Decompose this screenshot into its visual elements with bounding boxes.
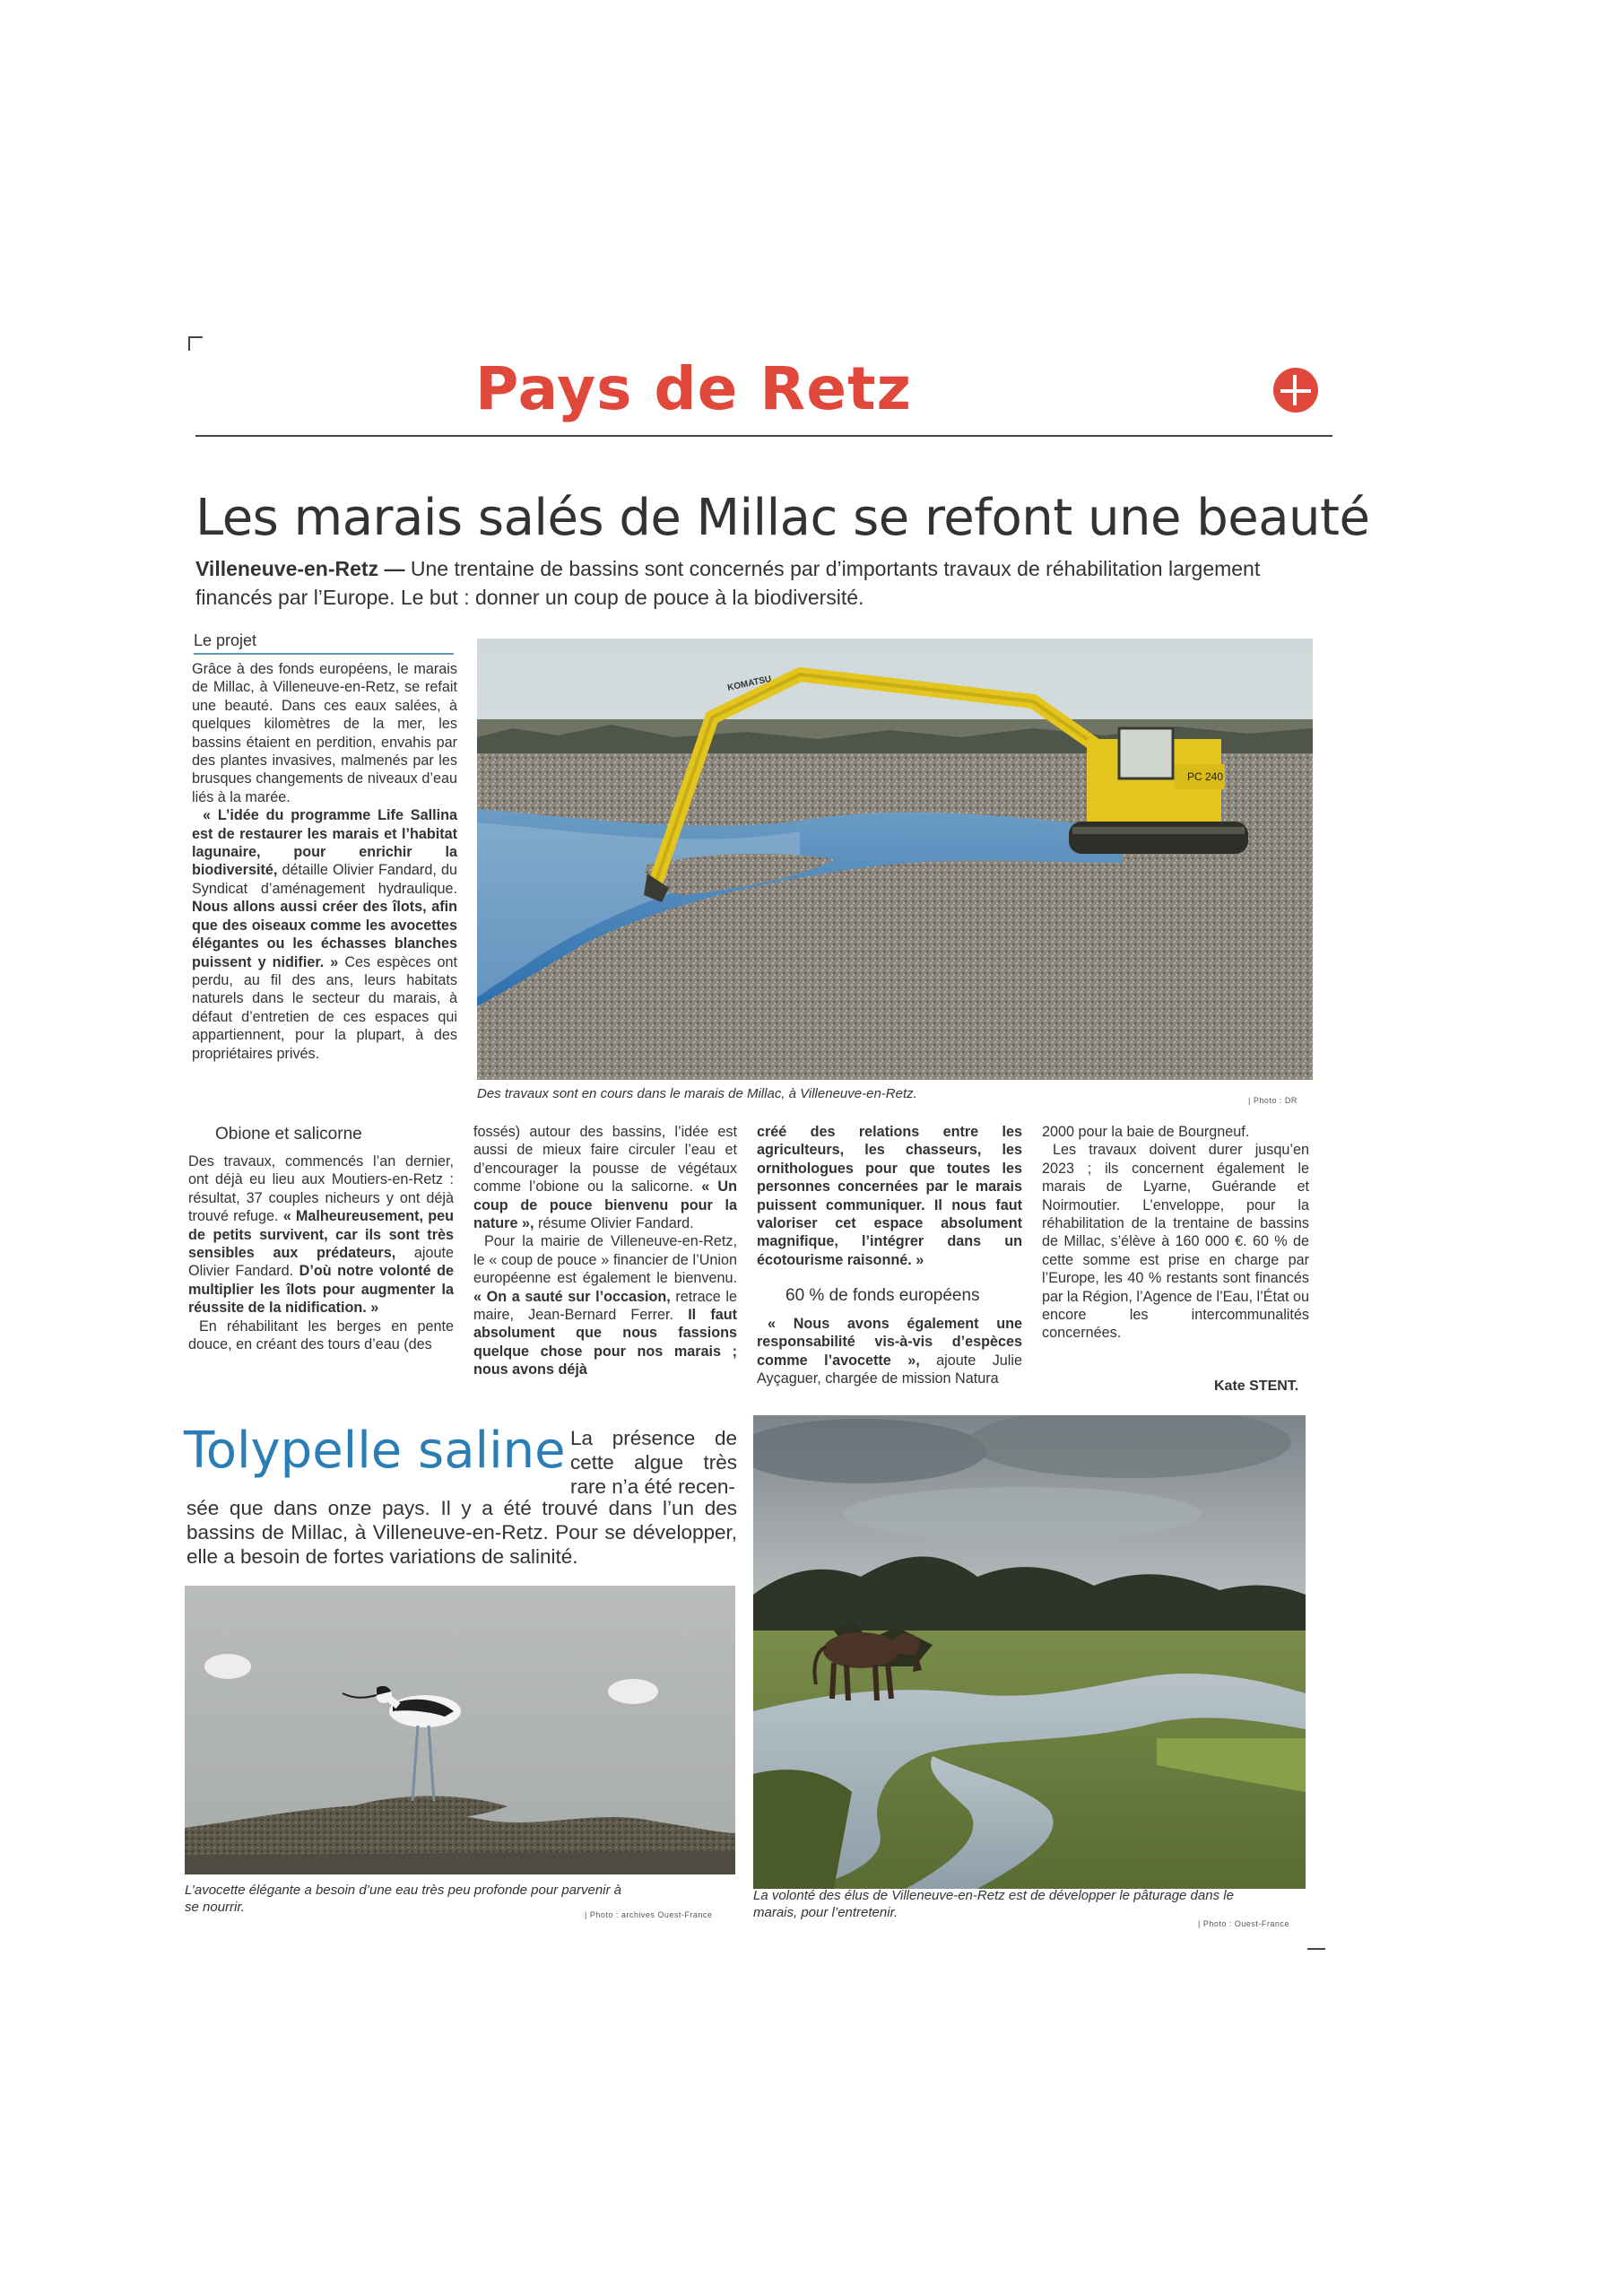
photo-horse xyxy=(753,1415,1306,1889)
quote: D’où notre volonté de multiplier les îlots pour augmenter la réussite de la nidification. » xyxy=(188,1263,454,1317)
crop-mark xyxy=(188,336,203,351)
paragraph xyxy=(188,1152,454,1318)
text: résume Olivier Fandard. xyxy=(534,1215,694,1232)
text: ajoute Olivier Fandard. xyxy=(188,1245,454,1280)
paragraph xyxy=(757,1315,1022,1388)
quote: « Nous avons également une responsabilité vis-à-vis d’espèces comme l’avocette », xyxy=(757,1316,1022,1369)
text: Ces espèces ont perdu, au fil des ans, leurs habitats naturels dans le secteur du marais, à défaut d’entretien de ces espaces qui appartiennent, pour la plupart, à des propriétaires privés. xyxy=(192,953,458,1062)
avocet-image xyxy=(185,1586,735,1874)
paragraph xyxy=(192,806,457,1063)
quote: Il faut absolument que nous fassions quelque chose pour nos marais ; nous avons déjà xyxy=(473,1307,738,1378)
column-3-lower xyxy=(757,1315,1022,1388)
article-lead xyxy=(195,554,1316,612)
byline: Kate STENT. xyxy=(1214,1378,1299,1394)
photo-avocet xyxy=(185,1586,735,1874)
photo-excavator xyxy=(477,639,1313,1080)
text: retrace le maire, Jean-Bernard Ferrer. xyxy=(473,1288,737,1324)
article-headline: Les marais salés de Millac se refont une beauté xyxy=(195,489,1370,547)
column-4 xyxy=(1042,1123,1309,1343)
kicker: Le projet xyxy=(194,631,257,649)
quote: créé des relations entre les agriculteurs, les chasseurs, les ornithologues pour que toutes les personnes concernées par le marais puissent communiquer. Il nous faut valoriser cet espace absolument magnifique, l’intégrer dans un écotourisme raisonné. » xyxy=(757,1124,1022,1268)
lead-text: Une trentaine de bassins sont concernés par d’importants travaux de réhabilitation largement financés par l’Europe. Le but : donner un coup de pouce à la biodiversité. xyxy=(195,557,1261,609)
column-1-lower xyxy=(188,1152,454,1353)
paragraph: Les travaux doivent durer jusqu’en 2023 ; ils concernent également le marais de Lyarne, Guérande et Noirmoutier. L’enveloppe, pour la réhabilitation de la trentaine de bassins de Millac, s’élève à 160 000 €. 60 % de cette somme est prise en charge par l’Europe, les 40 % restants sont financés par la Région, l’Agence de l’Eau, l’État ou encore les intercommunalités concernées. xyxy=(1042,1142,1309,1342)
header-rule xyxy=(195,435,1332,437)
excavator-brand: KOMATSU xyxy=(726,674,773,693)
excavator-model: PC 240 xyxy=(1187,770,1224,783)
photo3-caption: La volonté des élus de Villeneuve-en-Retz est de développer le pâturage dans le marais, pour l’entretenir. xyxy=(753,1888,1234,1920)
text: Pour la mairie de Villeneuve-en-Retz, le « coup de pouce » financier de l’Union européenne est également le bienvenu. xyxy=(473,1233,737,1287)
intertitle-obione: Obione et salicorne xyxy=(215,1125,362,1144)
paragraph: 2000 pour la baie de Bourgneuf. xyxy=(1042,1124,1250,1140)
text: détaille Olivier Fandard, du Syndicat d’aménagement hydraulique. xyxy=(192,862,457,897)
lead-place: Villeneuve-en-Retz — xyxy=(195,557,411,580)
sidebar-text-right: La présence de cette algue très rare n’a été recen- xyxy=(570,1427,737,1498)
photo1-credit: | Photo : DR xyxy=(1248,1096,1298,1105)
horse-image xyxy=(753,1415,1306,1889)
text: Des travaux, commencés l’an dernier, ont déjà eu lieu aux Moutiers-en-Retz : résultat, 37 couples nicheurs y ont déjà trouvé refuge. xyxy=(188,1153,454,1225)
paragraph xyxy=(757,1123,1022,1269)
quote: « L’idée du programme Life Sallina est de restaurer les marais et l’habitat lagunaire, pour enrichir la biodiversité, xyxy=(192,807,457,879)
intertitle-fonds: 60 % de fonds européens xyxy=(785,1286,980,1305)
crop-mark xyxy=(1307,1948,1325,1950)
text: ajoute Julie Ayçaguer, chargée de mission Natura xyxy=(757,1352,1022,1387)
column-1-upper xyxy=(192,660,457,1063)
quote: Nous allons aussi créer des îlots, afin que des oiseaux comme les avocettes élégantes ou les échasses blanches puissent y nidifier. » xyxy=(192,899,457,970)
excavator-image xyxy=(477,639,1313,1080)
ouest-france-logo-icon xyxy=(1273,368,1318,413)
quote: « Un coup de pouce bienvenu pour la nature », xyxy=(473,1178,737,1232)
photo2-credit: | Photo : archives Ouest-France xyxy=(585,1910,713,1919)
quote: « On a sauté sur l’occasion, xyxy=(473,1288,671,1305)
photo3-credit: | Photo : Ouest-France xyxy=(1198,1919,1289,1928)
column-3 xyxy=(757,1123,1022,1269)
photo1-caption: Des travaux sont en cours dans le marais de Millac, à Villeneuve-en-Retz. xyxy=(477,1086,917,1101)
paragraph: En réhabilitant les berges en pente douce, en créant des tours d’eau (des xyxy=(188,1318,454,1353)
photo2-caption: L’avocette élégante a besoin d’une eau très peu profonde pour parvenir à se nourrir. xyxy=(185,1883,622,1915)
paragraph: Grâce à des fonds européens, le marais de Millac, à Villeneuve-en-Retz, se refait une beauté. Dans ces eaux salées, à quelques kilomètres de la mer, les bassins étaient en perdition, envahis par des plantes invasives, malmenés par les brusques changements de niveaux d’eau liés à la marée. xyxy=(192,661,457,805)
sidebar-title: Tolypelle saline xyxy=(184,1422,566,1480)
quote: « Malheureusement, peu de petits survivent, car ils sont très sensibles aux prédateurs, xyxy=(188,1208,454,1262)
paragraph xyxy=(473,1232,737,1378)
section-title: Pays de Retz xyxy=(475,354,912,423)
kicker-rule xyxy=(194,653,454,655)
column-2 xyxy=(473,1123,737,1379)
sidebar-text: sée que dans onze pays. Il y a été trouvé dans l’un des bassins de Millac, à Villeneuve-en-Retz. Pour se développer, elle a besoin de fortes variations de salinité. xyxy=(187,1497,737,1568)
text: fossés) autour des bassins, l’idée est aussi de mieux faire circuler l’eau et d’encourager la pousse de végétaux comme l’obione ou la salicorne. xyxy=(473,1124,737,1196)
paragraph xyxy=(473,1123,737,1232)
